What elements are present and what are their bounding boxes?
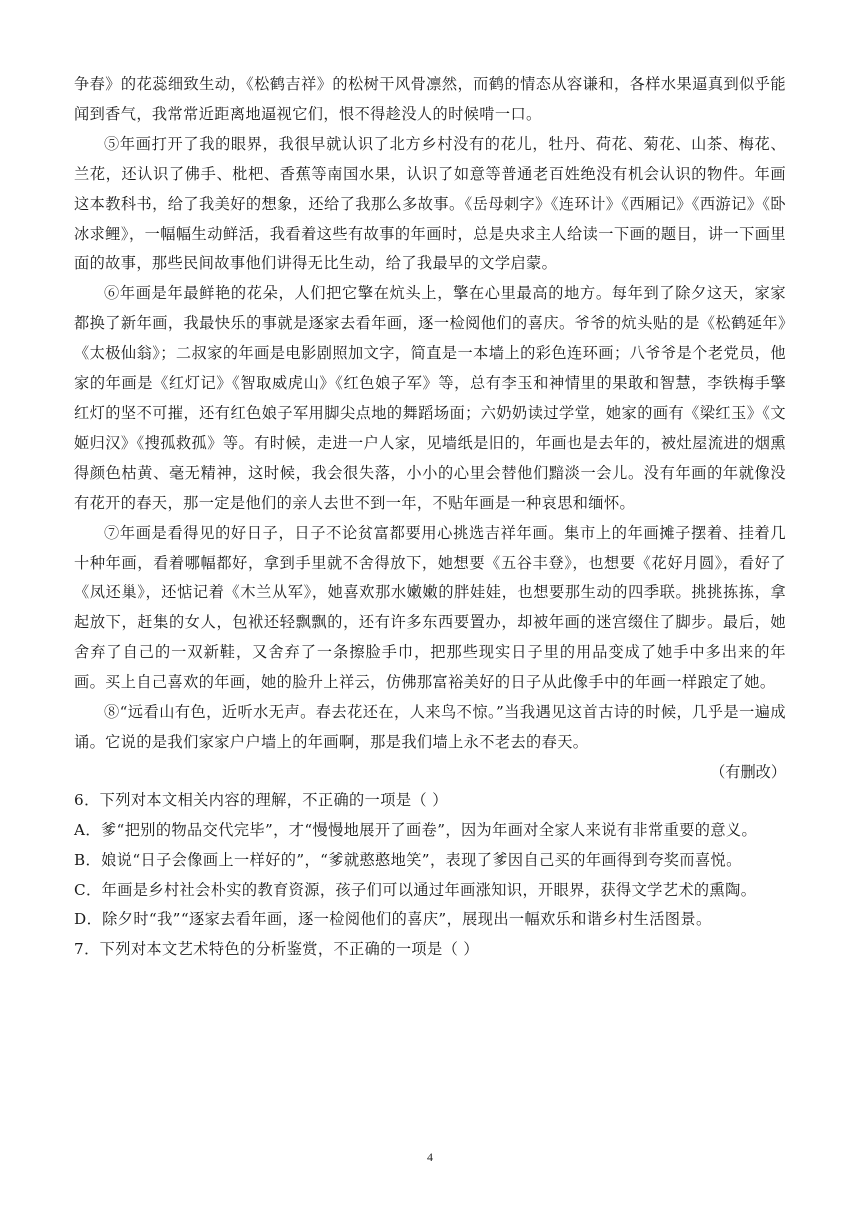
document-page: [74, 70, 786, 965]
paragraph-5: ⑤年画打开了我的眼界，我很早就认识了北方乡村没有的花儿，牡丹、荷花、菊花、山茶、梅花、兰花，还认识了佛手、枇杷、香蕉等南国水果，认识了如意等普通老百姓绝没有机会认识的物件。年画这本教科书，给了我美好的想象，还给了我那么多故事。《岳母刺字》《连环计》《西厢记》《西游记》《卧冰求鲤》，一幅幅生动鲜活，我看着这些有故事的年画时，总是央求主人给读一下画的题目，讲一下画里面的故事，那些民间故事他们讲得无比生动，给了我最早的文学启蒙。: [74, 134, 786, 273]
paragraph-continued: 争春》的花蕊细致生动，《松鹤吉祥》的松树干风骨凛然，而鹤的情态从容谦和，各样水果逼真到似乎能闻到香气，我常常近距离地逼视它们，恨不得趁没人的时候啃一口。: [74, 75, 786, 123]
question-6-option-d: D．除夕时“我”“逐家去看年画，逐一检阅他们的喜庆”，展现出一幅欢乐和谐乡村生活图景。: [74, 910, 712, 929]
question-7-stem: 7．下列对本文艺术特色的分析鉴赏，不正确的一项是（ ）: [74, 940, 479, 959]
paragraph-7: ⑦年画是看得见的好日子，日子不论贫富都要用心挑选吉祥年画。集市上的年画摊子摆着、挂着几十种年画，看着哪幅都好，拿到手里就不舍得放下，她想要《五谷丰登》，也想要《花好月圆》，看好了《凤还巢》，还惦记着《木兰从军》，她喜欢那水嫩嫩的胖娃娃，也想要那生动的四季联。挑挑拣拣，拿起放下，赶集的女人，包袱还轻飘飘的，还有许多东西要置办，却被年画的迷宫缀住了脚步。最后，她舍弃了自己的一双新鞋，又舍弃了一条擦脸手巾，把那些现实日子里的用品变成了她手中多出来的年画。买上自己喜欢的年画，她的脸升上祥云，仿佛那富裕美好的日子从此像手中的年画一样踉定了她。: [74, 523, 786, 692]
question-6-option-b: B．娘说“日子会像画上一样好的”，“爹就憨憨地笑”，表现了爹因自己买的年画得到夸奖而喜悦。: [74, 850, 742, 869]
question-6-option-a: A．爹“把别的物品交代完毕”，才“慢慢地展开了画卷”，因为年画对全家人来说有非常重要的意义。: [74, 820, 758, 839]
paragraph-6: ⑥年画是年最鲜艳的花朵，人们把它擎在炕头上，擎在心里最高的地方。每年到了除夕这天，家家都换了新年画，我最快乐的事就是逐家去看年画，逐一检阅他们的喜庆。爷爷的炕头贴的是《松鹤延年》《太极仙翁》；二叔家的年画是电影剧照加文字，简直是一本墙上的彩色连环画；八爷爷是个老党员，他家的年画是《红灯记》《智取威虎山》《红色娘子军》等，总有李玉和神情里的果敢和智慧，李铁梅手擎红灯的坚不可摧，还有红色娘子军用脚尖点地的舞蹈场面；六奶奶读过学堂，她家的画有《梁红玉》《文姬归汉》《搜孤救孤》等。有时候，走进一户人家，见墙纸是旧的，年画也是去年的，被灶屋流进的烟熏得颜色枯黄、毫无精神，这时候，我会很失落，小小的心里会替他们黯淡一会儿。没有年画的年就像没有花开的春天，那一定是他们的亲人去世不到一年，不贴年画是一种哀思和缅怀。: [74, 284, 786, 512]
question-6-option-c: C．年画是乡村社会朴实的教育资源，孩子们可以通过年画涨知识，开眼界，获得文学艺术的熏陶。: [74, 880, 757, 899]
paragraph-8: ⑧“远看山有色，近听水无声。春去花还在，人来鸟不惊。”当我遇见这首古诗的时候，几乎是一遍成诵。它说的是我们家家户户墙上的年画啊，那是我们墙上永不老去的春天。: [74, 703, 786, 751]
page-number: 4: [427, 1150, 433, 1164]
question-6-stem: 6．下列对本文相关内容的理解，不正确的一项是（ ）: [74, 790, 448, 809]
edited-note: （有删改）: [710, 762, 786, 781]
